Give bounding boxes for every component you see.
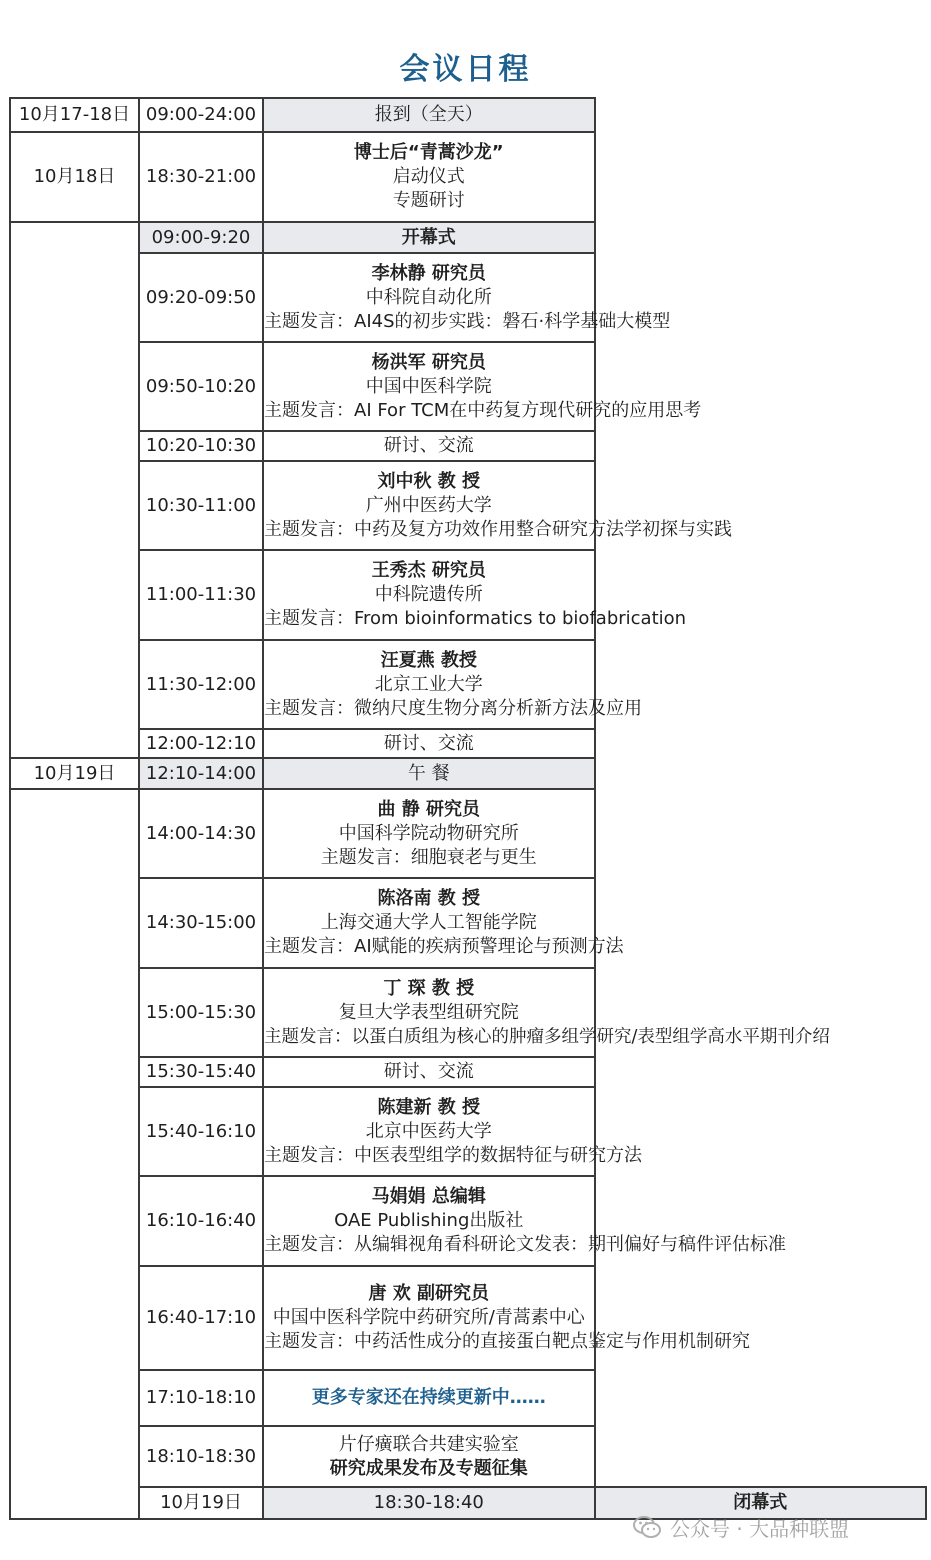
table-row [10,253,926,342]
table-row [10,1057,926,1087]
talk-topic: 主题发言：AI4S的初步实践：磐石·科学基础大模型 [264,310,671,332]
agenda-cell [263,98,595,132]
agenda-heading: 闭幕式 [733,1492,788,1513]
agenda-line: 研讨、交流 [383,1061,474,1082]
time-cell: 15:40-16:10 [139,1087,263,1176]
time-cell: 14:00-14:30 [139,789,263,878]
agenda-cell [263,1426,595,1487]
speaker-affiliation: 北京中医药大学 [365,1120,492,1142]
agenda-cell [263,968,830,1057]
agenda-cell [263,1087,642,1176]
agenda-cell [263,1370,595,1426]
time-cell: 18:10-18:30 [139,1426,263,1487]
time-cell: 12:00-12:10 [139,729,263,758]
agenda-heading: 博士后“青蒿沙龙” [353,142,504,163]
agenda-cell [263,461,732,550]
agenda-heading: 开幕式 [401,226,456,248]
time-cell: 12:10-14:00 [139,758,263,789]
speaker-affiliation: 中国科学院动物研究所 [338,822,519,844]
time-cell: 09:00-24:00 [139,98,263,132]
agenda-cell [263,431,595,461]
agenda-line: 报到（全天） [374,104,483,125]
agenda-cell [263,758,595,789]
agenda-line: 午 餐 [407,762,450,784]
agenda-cell [263,1057,595,1087]
time-cell: 14:30-15:00 [139,878,263,968]
date-cell-afternoon [10,789,139,1519]
time-cell: 17:10-18:10 [139,1370,263,1426]
time-cell: 09:00-9:20 [139,222,263,253]
agenda-line: 研讨、交流 [383,732,474,754]
talk-topic: 主题发言：From bioinformatics to biofabrication [264,608,687,629]
time-cell: 09:20-09:50 [139,253,263,342]
date-cell: 10月18日 [10,132,139,222]
speaker-name: 马娟娟 总编辑 [371,1186,486,1207]
speaker-name: 李林静 研究员 [371,262,486,284]
talk-topic: 主题发言：以蛋白质组为核心的肿瘤多组学研究/表型组学高水平期刊介绍 [264,1026,830,1047]
table-row [10,878,926,968]
watermark-text: 公众号 · 大品种联盟 [670,1516,850,1541]
table-row [10,1087,926,1176]
table-row [10,758,926,789]
talk-topic: 主题发言：中药及复方功效作用整合研究方法学初探与实践 [264,518,732,540]
speaker-name: 刘中秋 教 授 [377,470,481,492]
table-row [10,550,926,640]
table-row [10,461,926,550]
time-cell: 10:30-11:00 [139,461,263,550]
agenda-cell [263,132,595,222]
speaker-affiliation: 上海交通大学人工智能学院 [320,912,537,933]
talk-topic: 主题发言：中药活性成分的直接蛋白靶点鉴定与作用机制研究 [264,1331,750,1352]
agenda-cell [263,640,642,729]
table-row [10,1266,926,1370]
speaker-name: 丁 琛 教 授 [383,977,475,999]
agenda-line: 研讨、交流 [383,435,474,456]
time-cell: 18:30-21:00 [139,132,263,222]
speaker-affiliation: 中国中医科学院中药研究所/青蒿素中心 [272,1307,585,1328]
speaker-affiliation: 中国中医科学院 [365,375,492,397]
talk-topic: 主题发言：中医表型组学的数据特征与研究方法 [264,1144,642,1166]
table-row [10,1370,926,1426]
watermark [632,1512,849,1542]
speaker-name: 曲 静 研究员 [377,798,481,820]
table-row [10,968,926,1057]
speaker-affiliation: 复旦大学表型组研究院 [338,1001,519,1023]
time-cell: 18:30-18:40 [263,1487,595,1519]
talk-topic: 主题发言：细胞衰老与更生 [320,846,537,868]
agenda-line: 片仔癀联合共建实验室 [338,1433,519,1455]
speaker-name: 陈建新 教 授 [377,1096,481,1118]
talk-topic: 主题发言：从编辑视角看科研论文发表：期刊偏好与稿件评估标准 [264,1234,786,1255]
table-row [10,132,926,222]
agenda-cell [263,729,595,758]
talk-topic: 主题发言：AI赋能的疾病预警理论与预测方法 [264,936,624,957]
speaker-name: 杨洪军 研究员 [371,351,486,373]
speaker-name: 唐 欢 副研究员 [368,1283,490,1304]
agenda-heading: 研究成果发布及专题征集 [329,1457,528,1479]
table-row [10,729,926,758]
schedule-table [9,97,927,1520]
talk-topic: 主题发言：微纳尺度生物分离分析新方法及应用 [264,697,642,719]
speaker-affiliation: 中科院自动化所 [365,286,492,308]
date-cell: 10月17-18日 [10,98,139,132]
speaker-affiliation: OAE Publishing出版社 [334,1210,524,1231]
agenda-cell [263,222,595,253]
table-row [10,640,926,729]
agenda-cell [263,253,671,342]
speaker-name: 汪夏燕 教授 [380,649,477,671]
page-title: 会议日程 [399,52,532,87]
agenda-cell [263,1266,750,1370]
time-cell: 11:30-12:00 [139,640,263,729]
agenda-cell [263,878,624,968]
agenda-cell [263,342,702,431]
time-cell: 16:10-16:40 [139,1176,263,1266]
time-cell: 11:00-11:30 [139,550,263,640]
agenda-line: 启动仪式 [392,166,465,187]
talk-topic: 主题发言：AI For TCM在中药复方现代研究的应用思考 [264,399,702,421]
speaker-name: 陈洛南 教 授 [377,888,481,909]
agenda-cell [263,1176,786,1266]
time-cell: 16:40-17:10 [139,1266,263,1370]
more-experts-notice: 更多专家还在持续更新中…… [311,1387,546,1408]
table-row [10,222,926,253]
wechat-icon [632,1514,662,1540]
date-cell-morning [10,222,139,758]
speaker-affiliation: 中科院遗传所 [374,584,483,605]
date-cell: 10月19日 [10,758,139,789]
agenda-line: 专题研讨 [392,190,465,211]
agenda-cell [263,789,595,878]
speaker-affiliation: 广州中医药大学 [365,494,492,516]
table-row [10,431,926,461]
speaker-name: 王秀杰 研究员 [371,560,486,581]
date-cell: 10月19日 [139,1487,263,1519]
time-cell: 15:30-15:40 [139,1057,263,1087]
table-row [10,789,926,878]
speaker-affiliation: 北京工业大学 [374,673,483,695]
table-row [10,342,926,431]
time-cell: 15:00-15:30 [139,968,263,1057]
table-row [10,1426,926,1487]
agenda-cell [263,550,687,640]
time-cell: 09:50-10:20 [139,342,263,431]
table-row [10,98,926,132]
time-cell: 10:20-10:30 [139,431,263,461]
table-row [10,1176,926,1266]
